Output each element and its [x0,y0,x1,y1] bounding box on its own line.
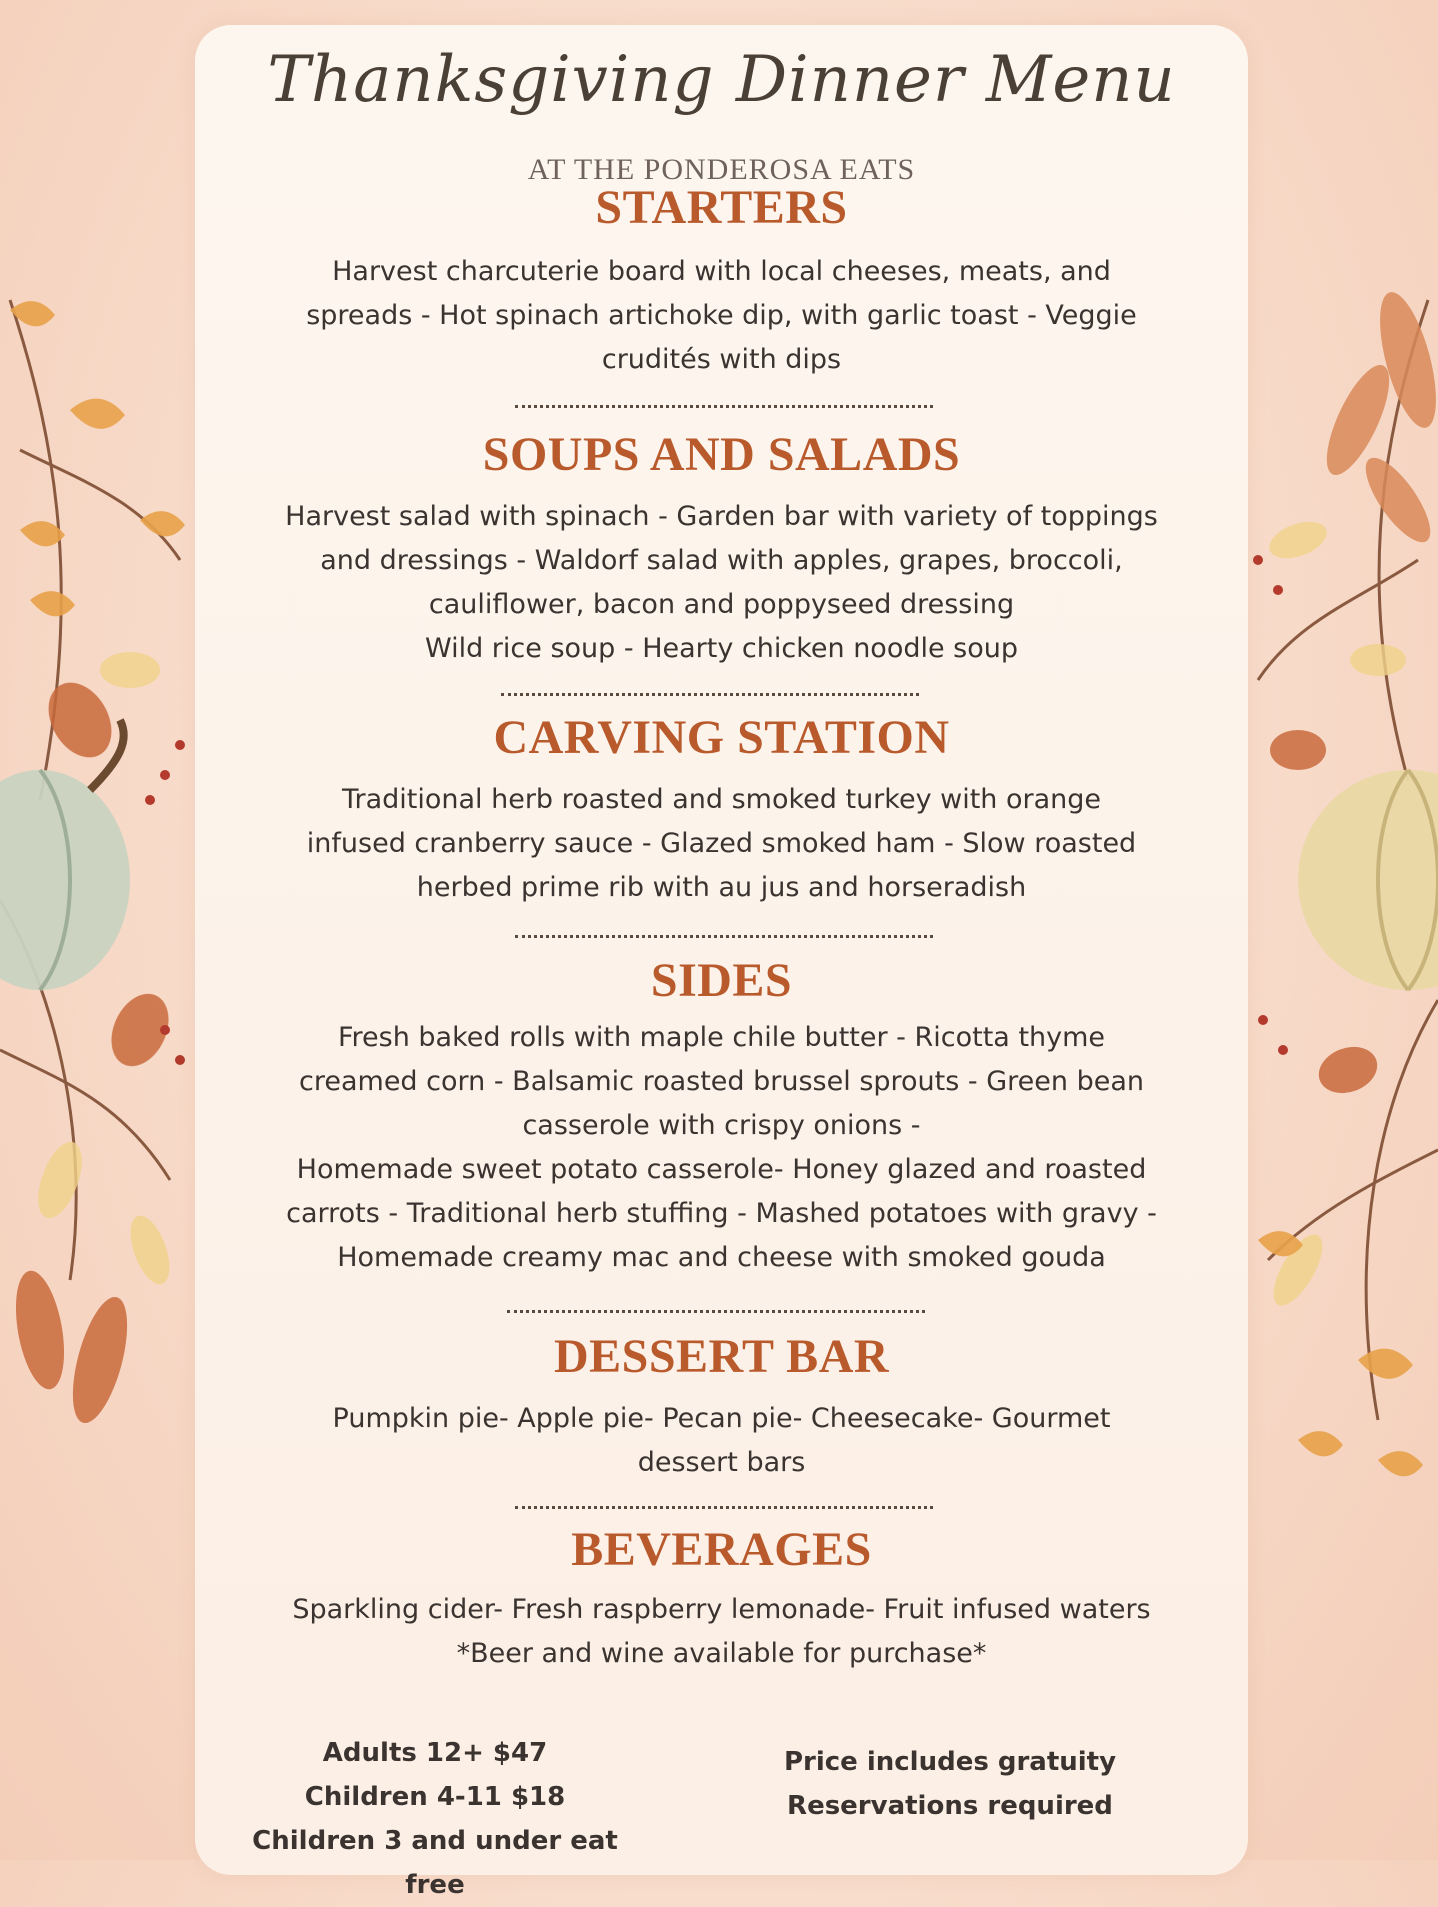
menu-line: casserole with crispy onions - [522,1110,921,1141]
menu-line: and dressings - Waldorf salad with apples, grapes, broccoli, [320,545,1123,576]
dotted-divider [515,1506,933,1509]
dotted-divider [501,693,919,696]
menu-line: infused cranberry sauce - Glazed smoked ham - Slow roasted [306,828,1137,859]
pumpkin-left-icon [0,720,130,990]
price-adults: Adults 12+ $47 [322,1738,548,1768]
menu-line: Traditional herb roasted and smoked turkey with orange [341,784,1102,815]
section-title-carving-station: CARVING STATION [493,711,950,764]
menu-line: creamed corn - Balsamic roasted brussel sprouts - Green bean [299,1066,1144,1097]
gratuity-note: Price includes gratuity [783,1747,1117,1777]
section-body-sides [215,1016,1228,1280]
menu-line: Harvest charcuterie board with local cheeses, meats, and [332,256,1111,287]
menu-line: spreads - Hot spinach artichoke dip, with garlic toast - Veggie [306,300,1137,331]
section-title-starters: STARTERS [595,181,848,234]
menu-line: Wild rice soup - Hearty chicken noodle soup [424,633,1019,664]
pricing-notes [740,1740,1160,1828]
menu-line: cauliflower, bacon and poppyseed dressing [428,589,1015,620]
menu-line: dessert bars [637,1447,806,1478]
menu-subtitle: AT THE PONDEROSA EATS [527,153,916,186]
menu-card [195,25,1248,1900]
dotted-divider [515,405,933,408]
menu-line: *Beer and wine available for purchase* [456,1638,987,1669]
pumpkin-right-icon [1298,770,1438,990]
section-title-soups-salads: SOUPS AND SALADS [482,428,961,481]
section-body-soups-salads [215,495,1228,671]
section-body-beverages [215,1588,1228,1676]
price-children: Children 4-11 $18 [304,1782,566,1812]
section-body-carving-station [215,778,1228,910]
menu-line: Pumpkin pie- Apple pie- Pecan pie- Cheesecake- Gourmet [332,1403,1111,1434]
autumn-foliage-left-decoration [0,0,200,1860]
menu-line: Homemade sweet potato casserole- Honey glazed and roasted [296,1154,1147,1185]
autumn-foliage-right-decoration [1238,0,1438,1860]
reservations-note: Reservations required [787,1791,1113,1821]
section-title-beverages: BEVERAGES [571,1523,872,1576]
menu-line: Harvest salad with spinach - Garden bar with variety of toppings [285,501,1158,532]
menu-line: herbed prime rib with au jus and horseradish [416,872,1027,903]
section-title-dessert-bar: DESSERT BAR [553,1330,890,1383]
menu-title: Thanksgiving Dinner Menu [267,43,1176,117]
section-body-dessert-bar [215,1397,1228,1485]
price-young-children: Children 3 and under eat free [252,1826,618,1900]
menu-line: crudités with dips [601,344,842,375]
menu-line: Homemade creamy mac and cheese with smoked gouda [337,1242,1106,1273]
section-body-starters [215,250,1228,382]
menu-line: carrots - Traditional herb stuffing - Mashed potatoes with gravy - [286,1198,1157,1229]
menu-line: Sparkling cider- Fresh raspberry lemonade- Fruit infused waters [292,1594,1151,1625]
section-title-sides: SIDES [650,954,793,1007]
pricing-list [225,1731,645,1907]
menu-line: Fresh baked rolls with maple chile butter - Ricotta thyme [337,1022,1106,1053]
dotted-divider [507,1310,925,1313]
dotted-divider [515,935,933,938]
